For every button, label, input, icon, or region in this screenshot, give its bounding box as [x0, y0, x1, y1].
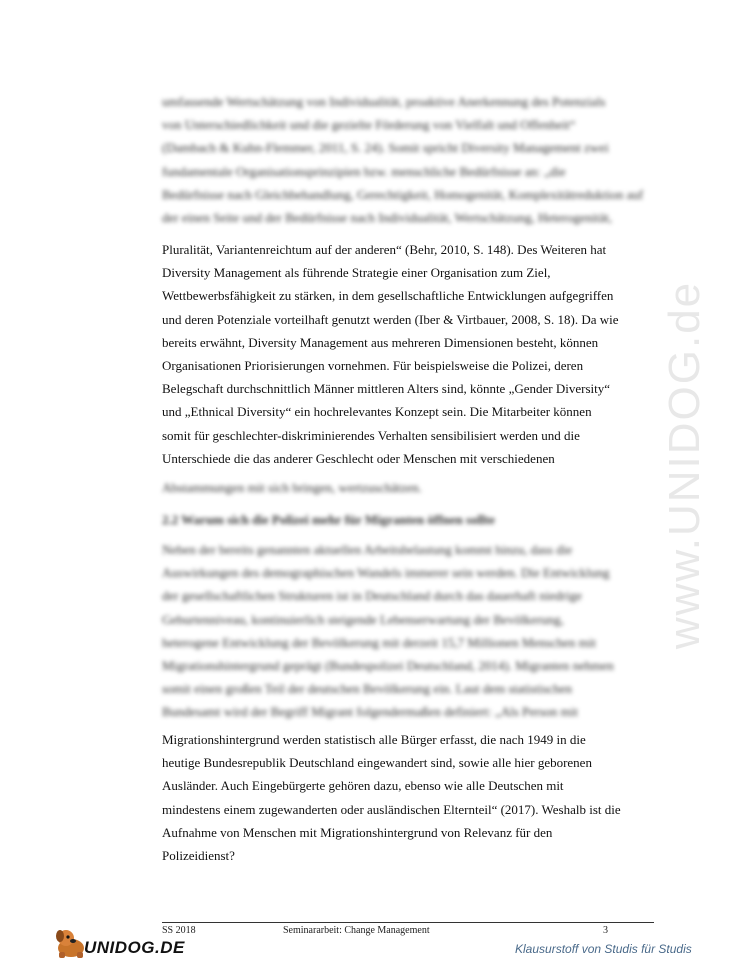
text-line: bereits erwähnt, Diversity Management aus mehreren Dimensionen besteht, können [162, 334, 599, 350]
text-line: somit einen großen Teil der deutschen Bevölkerung ein. Laut dem statistischen [162, 681, 573, 697]
text-line: Diversity Management als führende Strategie einer Organisation zum Ziel, [162, 265, 551, 281]
footer-divider [162, 922, 654, 923]
text-line: Organisationen Priorisierungen vornehmen. Für beispielsweise die Polizei, deren [162, 358, 584, 374]
text-line: umfassende Wertschätzung von Individualität, proaktive Anerkennung des Potenzials [162, 94, 606, 109]
text-line: Belegschaft durchschnittlich Männer mittleren Alters sind, könnte „Gender Diversity“ [162, 381, 611, 397]
text-line: und deren Potenziale vorteilhaft genutzt werden (Iber & Virtbauer, 2008, S. 18). Da wie [162, 311, 619, 327]
tagline: Klausurstoff von Studis für Studis [515, 942, 692, 956]
section-heading: 2.2 Warum sich die Polizei mehr für Migranten öffnen sollte [162, 512, 495, 527]
text-line: Wettbewerbsfähigkeit zu stärken, in dem gesellschaftliche Entwicklungen aufgegriffen [162, 288, 614, 304]
watermark [655, 250, 715, 680]
logo-wordmark: UNIDOG.DE [84, 938, 185, 957]
text-line: Migrationshintergrund geprägt (Bundespolizei Deutschland, 2014). Migranten nehmen [162, 658, 614, 674]
text-line: Pluralität, Variantenreichtum auf der anderen“ (Behr, 2010, S. 148). Des Weiteren hat [162, 242, 607, 257]
text-line: Ausländer. Auch Eingebürgerte gehören dazu, ebenso wie alle Deutschen mit [162, 778, 564, 794]
footer-semester: SS 2018 [162, 925, 196, 936]
footer-page-number: 3 [603, 925, 608, 936]
text-line: heutige Bundesrepublik Deutschland eingewandert sind, sowie alle hier geborenen [162, 755, 592, 771]
text-line: der gesellschaftlichen Strukturen ist in Deutschland durch das dauerhaft niedrige [162, 588, 582, 604]
text-line: und „Ethnical Diversity“ ein hochrelevantes Konzept sein. Die Mitarbeiter können [162, 404, 592, 420]
text-line: heterogene Entwicklung der Bevölkerung mit derzeit 15,7 Millionen Menschen mit [162, 634, 596, 650]
text-line: Bedürfnisse nach Gleichbehandlung, Gerechtigkeit, Homogenität, Komplexitätreduktion auf [162, 186, 644, 202]
text-line: Auswirkungen des demographischen Wandels immerer sein werden. Die Entwicklung [162, 565, 610, 581]
watermark-text: www.UNIDOG.de [660, 280, 710, 650]
text-line: Unterschiede die das anderer Geschlecht oder Menschen mit verschiedenen [162, 450, 555, 466]
text-line: Neben der bereits genannten aktuellen Arbeitsbelastung kommt hinzu, dass die [162, 542, 573, 557]
text-line: Migrationshintergrund werden statistisch alle Bürger erfasst, die nach 1949 in die [162, 732, 586, 747]
text-line: Bundesamt wird der Begriff Migrant folgendermaßen definiert: „Als Person mit [162, 704, 579, 720]
footer-title: Seminararbeit: Change Management [283, 925, 430, 936]
blurred-paragraph-section [162, 538, 652, 724]
text-line: mindestens einem zugewanderten oder ausländischen Elternteil“ (2017). Weshalb ist die [162, 801, 621, 817]
blurred-paragraph-end [162, 476, 652, 499]
text-line: von Unterschiedlichkeit und die gezielte Förderung von Vielfalt und Offenheit“ [162, 117, 576, 133]
text-line: fundamentale Organisationsprinzipien bzw. menschliche Bedürfnisse an: „die [162, 163, 566, 179]
clear-paragraph-middle [162, 238, 652, 470]
text-line: Aufnahme von Menschen mit Migrationshintergrund von Relevanz für den [162, 824, 553, 840]
blurred-paragraph-top [162, 90, 652, 229]
clear-paragraph-bottom [162, 728, 652, 867]
text-line: Polizeidienst? [162, 848, 235, 864]
text-line: Geburtenniveau, kontinuierlich steigende Lebenserwartung der Bevölkerung, [162, 611, 564, 627]
text-line: somit für geschlechter-diskriminierendes Verhalten sensibilisiert werden und die [162, 427, 580, 443]
text-line: (Dambach & Kuhn-Flemmer, 2011, S. 24). Somit spricht Diversity Management zwei [162, 140, 609, 156]
text-line: Abstammungen mit sich bringen, wertzuschätzen. [162, 480, 422, 495]
text-line: der einen Seite und der Bedürfnisse nach Individualität, Wertschätzung, Heterogenität, [162, 210, 612, 226]
